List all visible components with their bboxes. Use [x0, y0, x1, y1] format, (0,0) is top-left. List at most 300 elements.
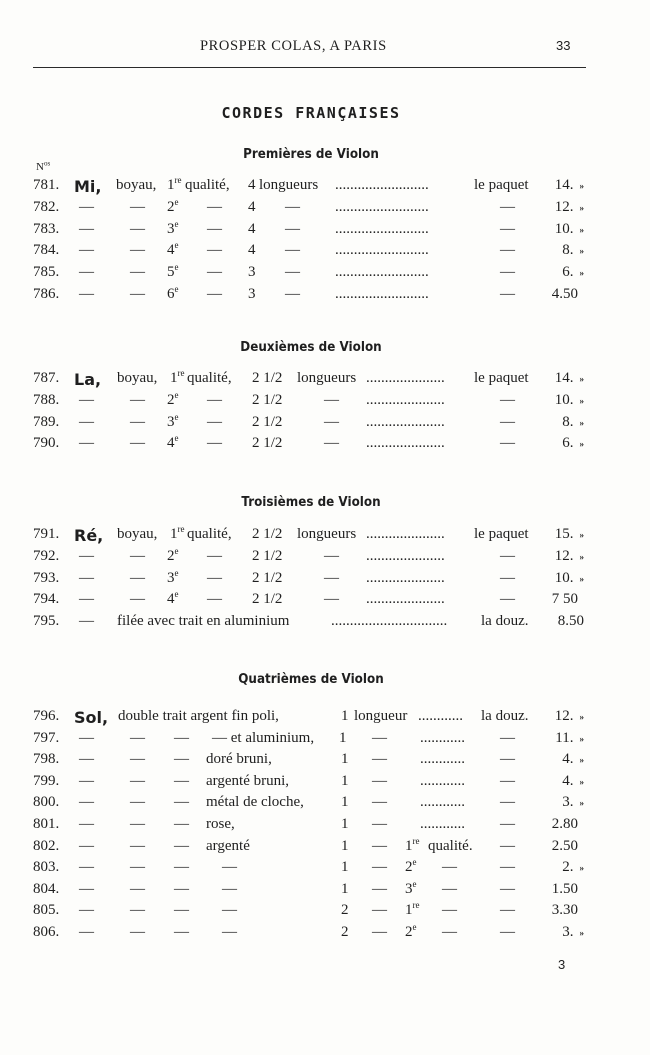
price-value: 15.	[554, 526, 574, 542]
ditto-mark: —	[130, 729, 145, 746]
ditto-mark: —	[174, 924, 189, 940]
price	[514, 816, 584, 833]
length-unit: longueurs	[259, 177, 319, 193]
ditto-mark: —	[372, 816, 387, 832]
price-value: 10.	[554, 391, 574, 408]
quality-suffix: e	[412, 878, 417, 889]
quality-number: 1	[170, 526, 178, 542]
leader-dots: ............	[420, 816, 465, 832]
quantity: 2	[341, 902, 349, 919]
table-row	[0, 370, 650, 392]
quality-number: 4	[167, 242, 175, 259]
item-number: 797.	[33, 729, 60, 746]
ditto-mark: —	[79, 220, 94, 237]
ditto-mark: —	[285, 198, 300, 215]
quality-number: 1	[405, 837, 413, 854]
ditto-mark: —	[500, 435, 515, 452]
leader-dots: ............	[420, 772, 465, 789]
ditto-mark: —	[130, 198, 145, 215]
price-value: 4.	[562, 772, 574, 789]
ditto-mark: —	[207, 435, 222, 452]
item-number: 786.	[33, 286, 60, 302]
quantity: 1	[341, 751, 349, 768]
price-value: 8.	[562, 242, 574, 259]
ditto-mark: —	[130, 816, 145, 832]
table-row	[0, 816, 650, 838]
quality-number: 5	[167, 264, 175, 281]
ditto-mark: —	[207, 220, 222, 237]
description: — et aluminium,	[212, 729, 315, 746]
numbers-column-label	[36, 161, 50, 173]
ditto-mark: —	[207, 391, 222, 408]
quality-suffix: e	[174, 218, 179, 229]
measure-unit: le paquet	[474, 526, 529, 542]
ditto-mark: —	[174, 880, 189, 897]
material: boyau,	[117, 526, 158, 542]
price	[514, 199, 584, 216]
price-guillemet: »	[579, 395, 584, 406]
quality-number: 6	[167, 286, 175, 302]
ditto-mark: —	[500, 413, 515, 430]
price-value: 14.	[554, 370, 574, 386]
ditto-mark: —	[372, 902, 387, 919]
section-title-deuxiemes: Deuxièmes de Violon	[240, 340, 382, 355]
price-guillemet: »	[579, 202, 584, 213]
leader-dots: .....................	[366, 591, 445, 608]
ditto-mark: —	[174, 794, 189, 811]
quality-number: 4	[167, 591, 175, 608]
table-row	[0, 859, 650, 881]
leader-dots: .....................	[366, 569, 445, 586]
leader-dots: ............	[420, 794, 465, 811]
length: 4	[248, 177, 256, 193]
description: double trait argent fin poli,	[118, 708, 279, 724]
ditto-mark: —	[130, 924, 145, 940]
quantity: 2	[341, 924, 349, 940]
ditto-mark: —	[500, 859, 515, 876]
quality-suffix: e	[174, 433, 179, 444]
quality-number: 3	[167, 220, 175, 237]
description: filée avec trait en aluminium	[117, 613, 290, 630]
ditto-mark: —	[285, 264, 300, 281]
price-value: 14.	[554, 177, 574, 193]
quality-number: 3	[405, 880, 413, 897]
ditto-mark: —	[372, 924, 387, 940]
ditto-mark: —	[130, 902, 145, 919]
price	[514, 548, 584, 565]
quality	[405, 902, 420, 919]
item-number: 796.	[33, 708, 60, 724]
section-title-quatriemes: Quatrièmes de Violon	[238, 672, 384, 687]
ditto-mark: —	[130, 772, 145, 789]
ditto-mark: —	[500, 591, 515, 608]
item-number: 784.	[33, 242, 60, 259]
ditto-mark: —	[79, 286, 94, 302]
item-number: 799.	[33, 772, 60, 789]
item-number: 781.	[33, 177, 60, 193]
length: 4	[248, 198, 256, 215]
ditto-mark: —	[500, 569, 515, 586]
length: 2 1/2	[252, 569, 283, 586]
item-number: 798.	[33, 751, 60, 768]
price-value: 3.	[562, 794, 574, 811]
ditto-mark: —	[79, 547, 94, 564]
ditto-mark: —	[500, 547, 515, 564]
quality	[167, 411, 179, 431]
ditto-mark: —	[207, 198, 222, 215]
price	[514, 414, 584, 431]
price-value: 3.	[562, 924, 574, 940]
ditto-mark: —	[324, 569, 339, 586]
quality-suffix: e	[412, 922, 417, 932]
ditto-mark: —	[130, 391, 145, 408]
price-guillemet: »	[579, 224, 584, 235]
ditto-mark: —	[500, 286, 515, 302]
quality	[170, 526, 185, 543]
ditto-mark: —	[500, 902, 515, 919]
measure-unit: le paquet	[474, 370, 529, 386]
length: 3	[248, 286, 256, 302]
ditto-mark: —	[174, 816, 189, 832]
price-guillemet: »	[579, 863, 584, 874]
item-number: 800.	[33, 794, 60, 811]
ditto-mark: —	[500, 391, 515, 408]
ditto-mark: —	[500, 264, 515, 281]
ditto-mark: —	[130, 547, 145, 564]
quality-suffix: re	[412, 900, 420, 911]
quality-suffix: e	[174, 284, 179, 294]
item-number: 805.	[33, 902, 60, 919]
quality	[170, 370, 185, 387]
quality	[167, 389, 179, 409]
ditto-mark: —	[500, 772, 515, 789]
ditto-mark: —	[207, 591, 222, 608]
ditto-mark: —	[207, 547, 222, 564]
item-number: 794.	[33, 591, 60, 608]
table-row	[0, 411, 650, 436]
ditto-mark: —	[174, 837, 189, 854]
ditto-mark: —	[79, 729, 94, 746]
ditto-mark: —	[500, 751, 515, 768]
quality	[167, 177, 182, 194]
ditto-mark: —	[79, 794, 94, 811]
leader-dots: .....................	[366, 391, 445, 408]
ditto-mark: —	[174, 859, 189, 876]
quality-number: 2	[167, 198, 175, 215]
price	[514, 773, 584, 790]
ditto-mark: —	[372, 729, 387, 746]
length: 2 1/2	[252, 591, 283, 608]
quality	[167, 286, 179, 303]
ditto-mark: —	[79, 198, 94, 215]
leader-dots: .....................	[366, 435, 445, 452]
leader-dots: .........................	[335, 286, 429, 302]
item-number: 791.	[33, 526, 60, 542]
ditto-mark: —	[174, 729, 189, 746]
ditto-mark: —	[324, 435, 339, 452]
price	[514, 591, 584, 608]
price-value: 10.	[554, 569, 574, 586]
quality-number: 1	[405, 902, 413, 919]
quality-label: qualité,	[187, 370, 232, 386]
numbers-label-sup: os	[43, 159, 51, 168]
quantity: 1	[341, 859, 349, 876]
price-guillemet: »	[579, 755, 584, 766]
ditto-mark: —	[79, 242, 94, 259]
ditto-mark: —	[130, 286, 145, 302]
running-title: PROSPER COLAS, A PARIS	[200, 38, 387, 54]
quality-suffix: re	[177, 524, 185, 534]
quality	[167, 196, 179, 216]
table-row	[0, 924, 650, 946]
ditto-mark: —	[222, 880, 237, 897]
table-row	[0, 286, 650, 308]
ditto-mark: —	[130, 413, 145, 430]
length: 2 1/2	[252, 370, 283, 386]
price-value: 6.	[562, 435, 574, 452]
quality-number: 1	[167, 177, 175, 193]
ditto-mark: —	[222, 902, 237, 919]
ditto-mark: —	[500, 924, 515, 940]
table-row	[0, 545, 650, 570]
price	[514, 392, 584, 409]
ditto-mark: —	[324, 591, 339, 608]
ditto-mark: —	[79, 435, 94, 452]
leader-dots: ............	[420, 729, 465, 746]
ditto-mark: —	[130, 242, 145, 259]
item-number: 801.	[33, 816, 60, 832]
length-unit: longueurs	[297, 526, 357, 542]
table-row	[0, 591, 650, 613]
table-row	[0, 567, 650, 592]
price	[514, 794, 584, 811]
price-guillemet: »	[579, 712, 584, 722]
table-row	[0, 794, 650, 816]
length: 2 1/2	[252, 547, 283, 564]
quality	[405, 924, 417, 941]
table-row	[0, 177, 650, 199]
ditto-mark: —	[285, 242, 300, 259]
ditto-mark: —	[79, 591, 94, 608]
price-value: 2.50	[551, 837, 578, 854]
ditto-mark: —	[79, 264, 94, 281]
price-value: 1.50	[551, 880, 578, 897]
ditto-mark: —	[130, 880, 145, 897]
quality-label: qualité,	[187, 526, 232, 542]
price-guillemet: »	[579, 417, 584, 428]
length: 2 1/2	[252, 413, 283, 430]
table-row	[0, 773, 650, 795]
quality	[167, 242, 179, 259]
quantity: 1	[341, 816, 349, 832]
price-guillemet: »	[579, 268, 584, 279]
length: 2 1/2	[252, 526, 283, 542]
quality-suffix: e	[174, 545, 179, 556]
ditto-mark: —	[79, 569, 94, 586]
material: boyau,	[116, 177, 157, 193]
price-guillemet: »	[579, 928, 584, 938]
price-guillemet: »	[579, 530, 584, 540]
item-number: 789.	[33, 413, 60, 430]
description: métal de cloche,	[206, 794, 304, 811]
price-value: 12.	[554, 708, 574, 724]
quality	[167, 591, 179, 608]
main-title: CORDES FRANÇAISES	[221, 104, 401, 122]
price-guillemet: »	[579, 776, 584, 787]
ditto-mark: —	[324, 547, 339, 564]
ditto-mark: —	[79, 751, 94, 768]
price	[514, 177, 584, 194]
quality	[405, 878, 417, 898]
quality-number: 2	[405, 859, 413, 876]
price	[514, 526, 584, 543]
ditto-mark: —	[222, 859, 237, 876]
leader-dots: .....................	[366, 526, 445, 542]
quality	[167, 218, 179, 238]
price-value: 4.	[562, 751, 574, 768]
item-number: 804.	[33, 880, 60, 897]
ditto-mark: —	[130, 859, 145, 876]
leader-dots: .........................	[335, 264, 429, 281]
quality-number: 4	[167, 435, 175, 452]
numbers-label-base: N	[36, 161, 44, 173]
quality-number: 2	[167, 391, 175, 408]
quantity: 1	[341, 837, 349, 854]
quality-suffix: e	[174, 240, 179, 251]
item-number: 788.	[33, 391, 60, 408]
table-row	[0, 902, 650, 924]
ditto-mark: —	[79, 924, 94, 940]
string-name: Ré,	[74, 526, 104, 545]
ditto-mark: —	[130, 794, 145, 811]
item-number: 793.	[33, 569, 60, 586]
quality-suffix: re	[412, 835, 420, 846]
table-row	[0, 613, 650, 635]
quality-number: 3	[167, 413, 175, 430]
leader-dots: .........................	[335, 220, 429, 237]
ditto-mark: —	[285, 286, 300, 302]
price	[514, 570, 584, 587]
item-number: 792.	[33, 547, 60, 564]
leader-dots: .....................	[366, 547, 445, 564]
leader-dots: .........................	[335, 198, 429, 215]
price	[514, 286, 584, 303]
measure-unit: la douz.	[481, 613, 529, 630]
ditto-mark: —	[500, 880, 515, 897]
ditto-mark: —	[79, 772, 94, 789]
price	[514, 221, 584, 238]
ditto-mark: —	[372, 859, 387, 876]
length-unit: longueurs	[297, 370, 357, 386]
quantity: 1	[339, 729, 347, 746]
ditto-mark: —	[174, 772, 189, 789]
ditto-mark: —	[500, 794, 515, 811]
header-rule	[33, 67, 586, 68]
description: argenté bruni,	[206, 772, 290, 789]
ditto-mark: —	[372, 837, 387, 854]
item-number: 783.	[33, 220, 60, 237]
table-row	[0, 708, 650, 730]
quality-suffix: e	[174, 389, 179, 400]
leader-dots: .....................	[366, 370, 445, 386]
price: 8.50	[557, 613, 584, 630]
ditto-mark: —	[500, 837, 515, 854]
item-number: 802.	[33, 837, 60, 854]
price	[514, 902, 584, 919]
quantity: 1	[341, 708, 349, 724]
price-value: 12.	[554, 198, 574, 215]
price-guillemet: »	[579, 573, 584, 584]
ditto-mark: —	[324, 391, 339, 408]
ditto-mark: —	[79, 902, 94, 919]
ditto-mark: —	[372, 772, 387, 789]
section-title-troisiemes: Troisièmes de Violon	[241, 495, 381, 510]
quality	[167, 545, 179, 565]
quality-number: 1	[170, 370, 178, 386]
price-value: 4.50	[551, 286, 578, 302]
string-name: Sol,	[74, 708, 109, 727]
length: 2 1/2	[252, 391, 283, 408]
quality-number: 2	[167, 547, 175, 564]
section-title-premieres: Premières de Violon	[243, 147, 379, 162]
table-row	[0, 242, 650, 264]
price-guillemet: »	[579, 733, 584, 744]
price-value: 6.	[562, 264, 574, 281]
price	[514, 751, 584, 768]
description: rose,	[206, 816, 235, 832]
price-guillemet: »	[579, 374, 584, 384]
quality-label: qualité,	[185, 177, 230, 193]
ditto-mark: —	[130, 751, 145, 768]
ditto-mark: —	[79, 816, 94, 832]
ditto-mark: —	[222, 924, 237, 940]
table-row	[0, 389, 650, 414]
item-number: 782.	[33, 198, 60, 215]
item-number: 790.	[33, 435, 60, 452]
ditto-mark: —	[372, 794, 387, 811]
price-guillemet: »	[579, 439, 584, 450]
quality	[167, 567, 179, 587]
string-name: Mi,	[74, 177, 102, 196]
ditto-mark: —	[79, 391, 94, 408]
price-guillemet: »	[579, 798, 584, 809]
price	[514, 924, 584, 941]
price	[514, 881, 584, 898]
quality-suffix: re	[174, 175, 182, 185]
ditto-mark: —	[174, 751, 189, 768]
price-guillemet: »	[579, 551, 584, 562]
running-head	[0, 38, 650, 58]
table-row	[0, 196, 650, 221]
quality-suffix: e	[174, 411, 179, 422]
leader-dots: .........................	[335, 242, 429, 259]
quality-number: 3	[167, 569, 175, 586]
price-value: 8.	[562, 413, 574, 430]
ditto-mark: —	[500, 220, 515, 237]
ditto-mark: —	[207, 264, 222, 281]
ditto-mark: —	[500, 729, 515, 746]
item-number: 785.	[33, 264, 60, 281]
ditto-mark: —	[207, 413, 222, 430]
quality-suffix: e	[174, 262, 179, 273]
ditto-mark: —	[79, 613, 94, 630]
ditto-mark: —	[442, 924, 457, 940]
measure-unit: la douz.	[481, 708, 529, 724]
leader-dots: .....................	[366, 413, 445, 430]
item-number: 787.	[33, 370, 60, 386]
ditto-mark: —	[79, 413, 94, 430]
price-value: 11.	[555, 729, 574, 746]
